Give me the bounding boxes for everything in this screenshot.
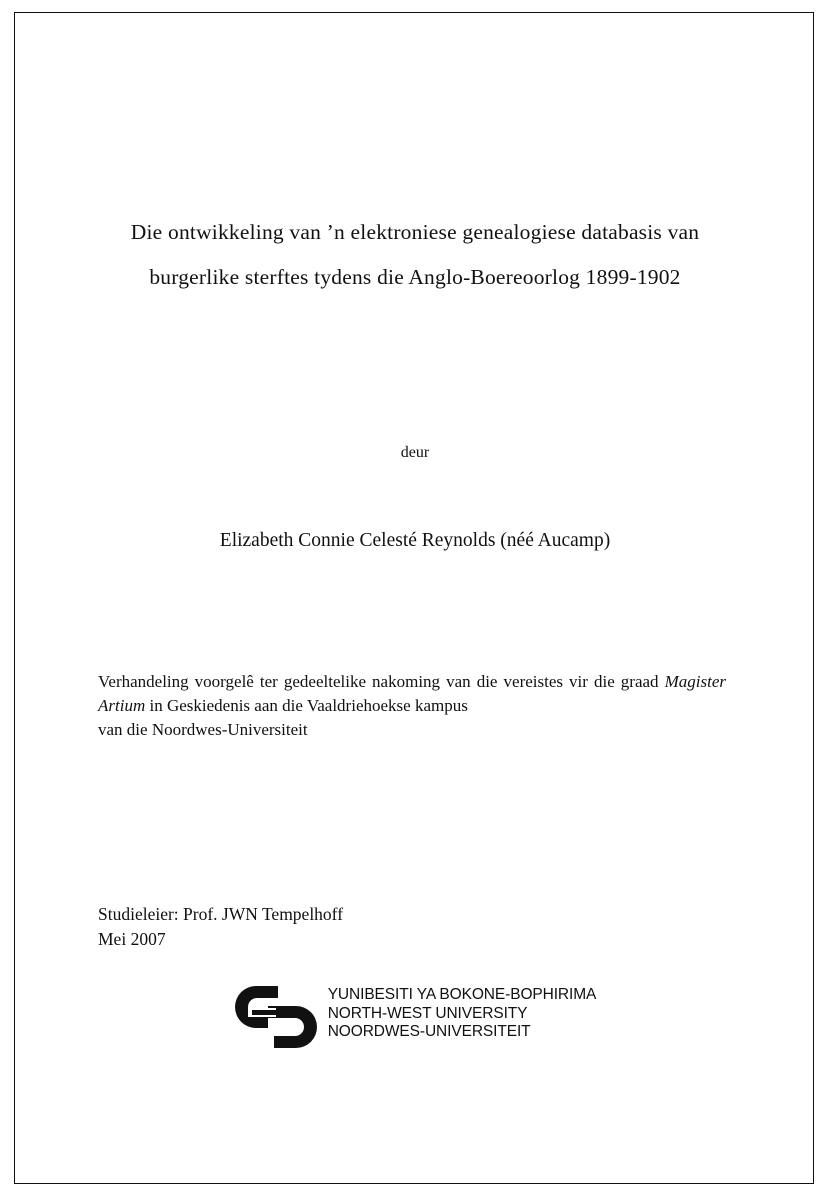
- author-name: Elizabeth Connie Celesté Reynolds (néé Aucamp): [219, 530, 611, 551]
- degree-name: Magister Artium: [98, 672, 726, 715]
- university-logo: [90, 980, 740, 1054]
- page-content: [90, 12, 740, 1184]
- statement-part-1: Verhandeling voorgelê ter gedeeltelike nakoming van die vereistes vir die graad: [98, 672, 665, 691]
- statement-line-3: van die Noordwes-Universiteit: [98, 720, 308, 739]
- logo-line-3: NOORDWES-UNIVERSITEIT: [327, 1023, 531, 1040]
- logo-line-1: YUNIBESITI YA BOKONE-BOPHIRIMA: [327, 986, 597, 1003]
- title-line-1: Die ontwikkeling van ’n elektroniese genealogiese databasis van: [130, 220, 700, 244]
- by-word: deur: [400, 444, 430, 461]
- title-line-2: burgerlike sterftes tydens die Anglo-Boereoorlog 1899-1902: [149, 265, 681, 289]
- logo-line-2: NORTH-WEST UNIVERSITY: [327, 1004, 528, 1022]
- supervisor-line: Studieleier: Prof. JWN Tempelhoff: [98, 904, 344, 924]
- degree-statement: [98, 670, 726, 742]
- supervisor-block: [98, 902, 598, 952]
- nwu-logo-icon: [234, 980, 320, 1054]
- degree-statement-paragraph: [98, 670, 726, 718]
- university-logo-text: [328, 980, 597, 1042]
- statement-part-2: in Geskiedenis aan die Vaaldriehoekse kampus: [145, 696, 468, 715]
- document-title: [90, 210, 740, 300]
- date-line: Mei 2007: [98, 929, 166, 949]
